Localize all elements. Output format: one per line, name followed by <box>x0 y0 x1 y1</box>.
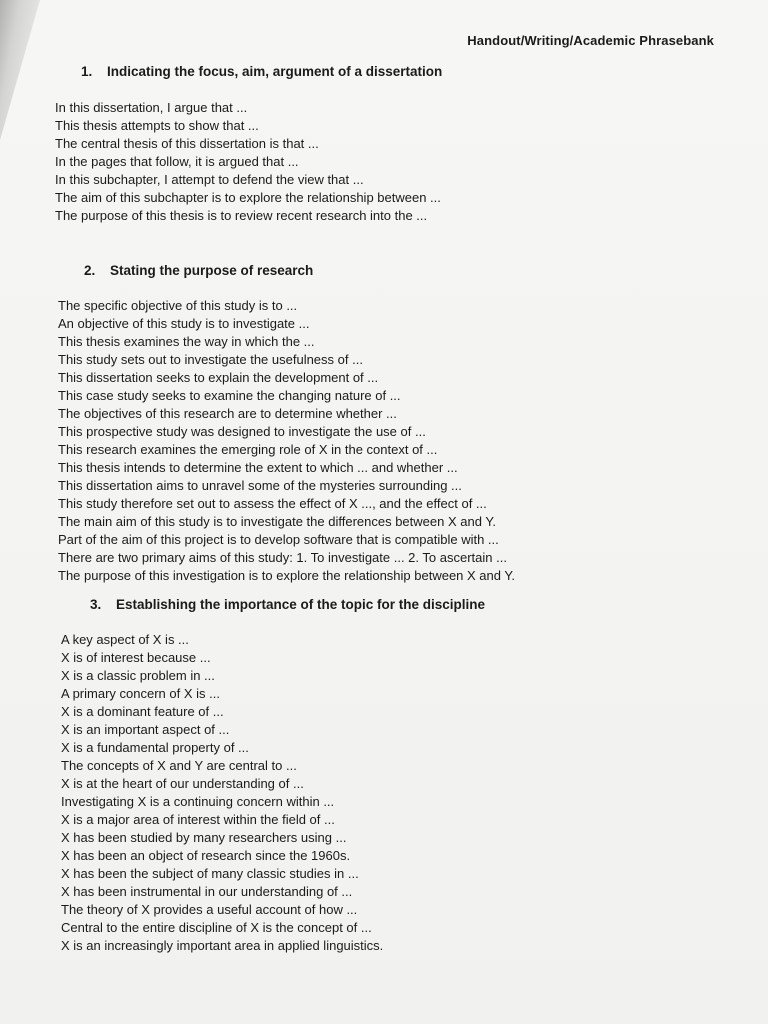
phrase-line: X has been an object of research since the 1960s. <box>61 848 351 863</box>
section-heading-purpose <box>84 263 313 278</box>
section-title: Stating the purpose of research <box>110 263 314 278</box>
phrase-line: This dissertation aims to unravel some of the mysteries surrounding ... <box>58 478 462 493</box>
phrase-line: The concepts of X and Y are central to ... <box>61 758 297 773</box>
section-number: 2. <box>84 263 96 278</box>
page-fold-shadow <box>0 0 40 140</box>
phrase-line: X is of interest because ... <box>61 650 211 665</box>
phrase-line: An objective of this study is to investigate ... <box>58 316 310 331</box>
phrase-line: This research examines the emerging role of X in the context of ... <box>58 442 438 457</box>
phrase-line: The purpose of this thesis is to review recent research into the ... <box>55 208 428 223</box>
phrase-line: X has been instrumental in our understanding of ... <box>61 884 353 899</box>
phrase-line: There are two primary aims of this study: 1. To investigate ... 2. To ascertain ... <box>58 550 507 565</box>
section-title: Indicating the focus, aim, argument of a dissertation <box>107 64 443 79</box>
phrase-line: The specific objective of this study is to ... <box>58 298 298 313</box>
phrase-line: X is a major area of interest within the field of ... <box>61 812 335 827</box>
phrase-line: The theory of X provides a useful account of how ... <box>61 902 358 917</box>
phrase-line: The objectives of this research are to determine whether ... <box>58 406 397 421</box>
phrase-line: A key aspect of X is ... <box>61 632 189 647</box>
phrase-line: In this dissertation, I argue that ... <box>55 100 248 115</box>
phrase-line: This case study seeks to examine the changing nature of ... <box>58 388 401 403</box>
phrase-line: This thesis examines the way in which the ... <box>58 334 315 349</box>
phrase-line: In this subchapter, I attempt to defend the view that ... <box>55 172 364 187</box>
phrase-list-importance <box>61 631 383 955</box>
phrase-line: X is a fundamental property of ... <box>61 740 249 755</box>
phrase-list-focus <box>55 99 441 225</box>
phrase-line: X is a dominant feature of ... <box>61 704 224 719</box>
phrase-line: X is an important aspect of ... <box>61 722 230 737</box>
phrase-line: The purpose of this investigation is to explore the relationship between X and Y. <box>58 568 515 583</box>
section-title: Establishing the importance of the topic for the discipline <box>116 597 486 612</box>
phrase-line: Central to the entire discipline of X is the concept of ... <box>61 920 372 935</box>
phrase-line: X is at the heart of our understanding of ... <box>61 776 304 791</box>
phrase-line: In the pages that follow, it is argued that ... <box>55 154 299 169</box>
section-number: 1. <box>81 64 93 79</box>
page-header: Handout/Writing/Academic Phrasebank <box>467 33 714 48</box>
phrase-line: X has been the subject of many classic studies in ... <box>61 866 359 881</box>
section-number: 3. <box>90 597 102 612</box>
phrase-line: The central thesis of this dissertation is that ... <box>55 136 319 151</box>
phrase-list-purpose <box>58 297 515 585</box>
phrase-line: A primary concern of X is ... <box>61 686 220 701</box>
phrase-line: X is an increasingly important area in applied linguistics. <box>61 938 384 953</box>
phrase-line: This thesis intends to determine the extent to which ... and whether ... <box>58 460 458 475</box>
section-heading-focus <box>81 64 442 79</box>
phrase-line: Investigating X is a continuing concern within ... <box>61 794 335 809</box>
phrase-line: This prospective study was designed to investigate the use of ... <box>58 424 426 439</box>
phrase-line: X is a classic problem in ... <box>61 668 215 683</box>
section-heading-importance <box>90 597 485 612</box>
phrase-line: This thesis attempts to show that ... <box>55 118 259 133</box>
phrase-line: X has been studied by many researchers using ... <box>61 830 347 845</box>
phrase-line: The main aim of this study is to investigate the differences between X and Y. <box>58 514 496 529</box>
phrase-line: This study therefore set out to assess the effect of X ..., and the effect of ... <box>58 496 487 511</box>
phrase-line: This study sets out to investigate the usefulness of ... <box>58 352 363 367</box>
phrase-line: The aim of this subchapter is to explore the relationship between ... <box>55 190 441 205</box>
phrase-line: This dissertation seeks to explain the development of ... <box>58 370 379 385</box>
phrase-line: Part of the aim of this project is to develop software that is compatible with ... <box>58 532 499 547</box>
